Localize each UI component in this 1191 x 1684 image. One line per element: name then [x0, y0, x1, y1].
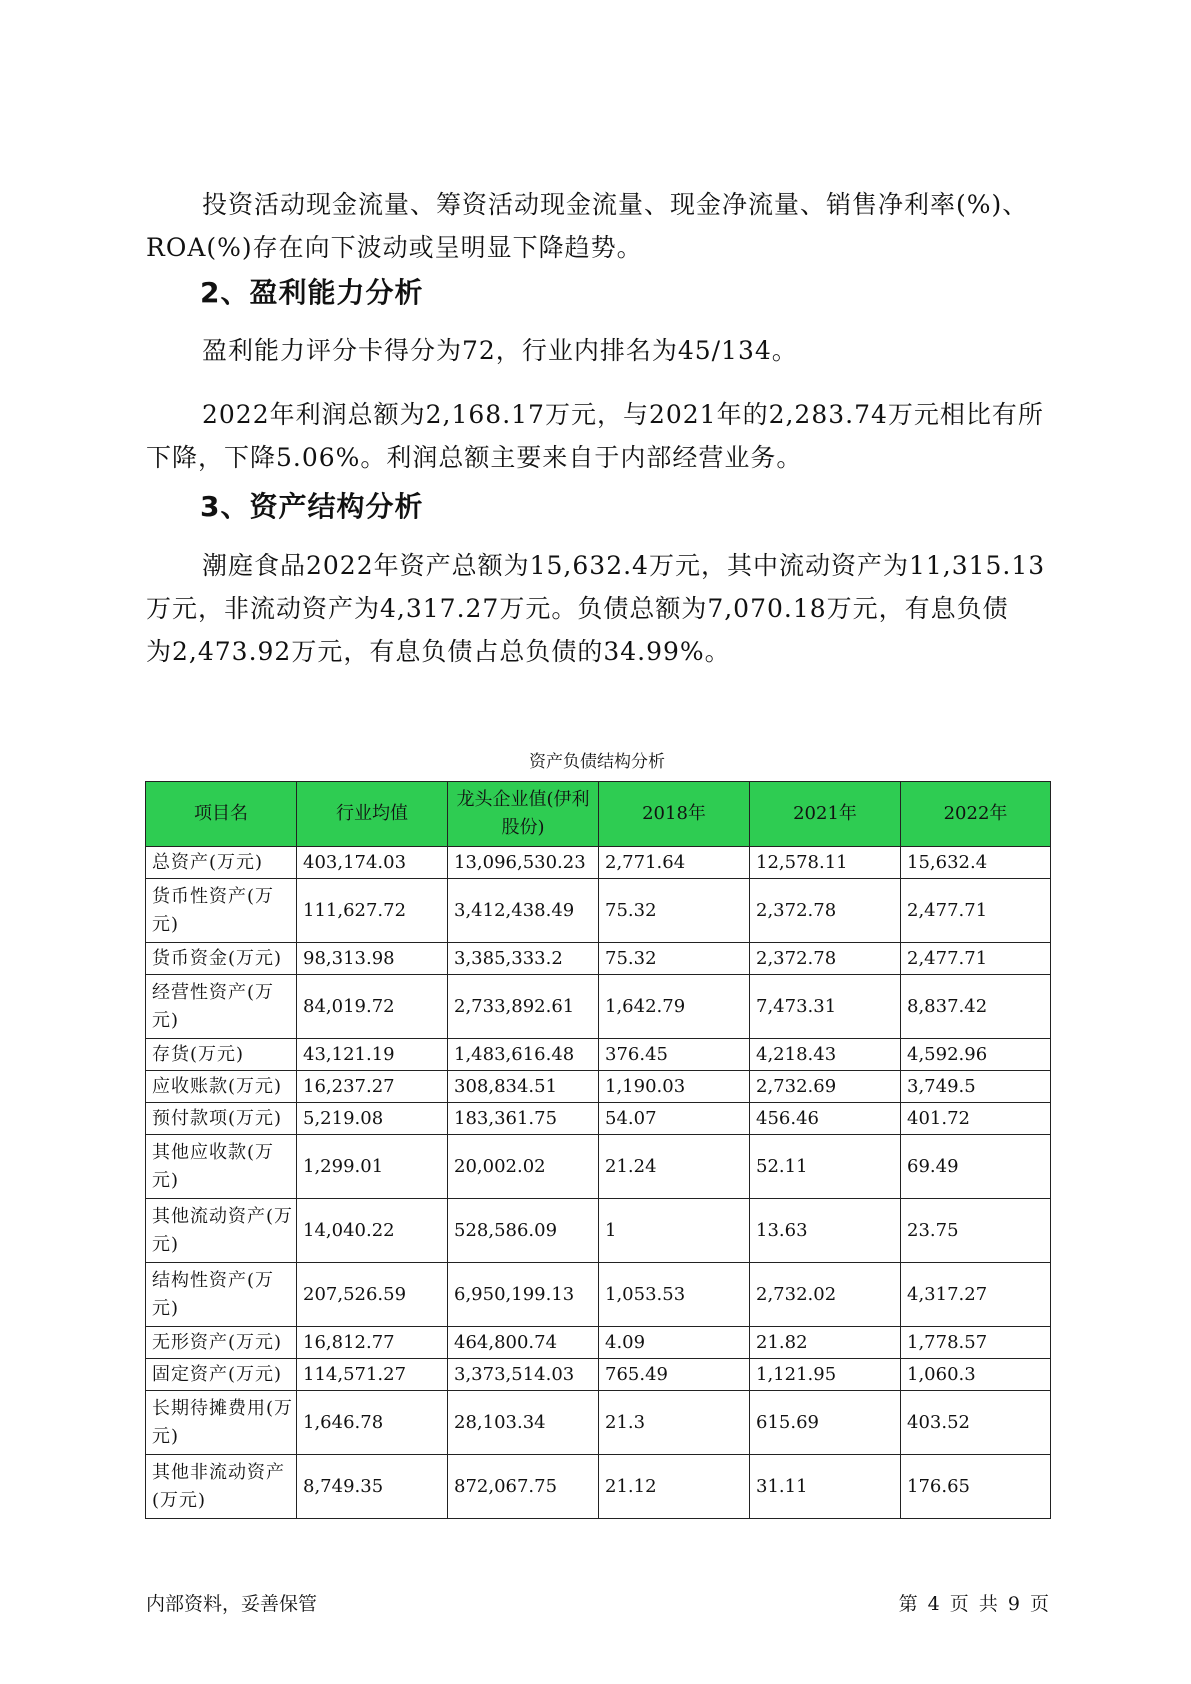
column-header: 项目名	[146, 782, 297, 847]
table-cell: 预付款项(万元)	[146, 1103, 297, 1135]
table-cell: 21.82	[750, 1327, 901, 1359]
footer-page-number: 第 4 页 共 9 页	[898, 1593, 1049, 1615]
table-cell: 3,385,333.2	[448, 943, 599, 975]
table-cell: 13.63	[750, 1199, 901, 1263]
table-cell: 1,646.78	[297, 1391, 448, 1455]
table-cell: 2,771.64	[599, 847, 750, 879]
paragraph-cashflow-trend	[146, 183, 1046, 269]
table-cell: 183,361.75	[448, 1103, 599, 1135]
table-cell: 207,526.59	[297, 1263, 448, 1327]
table-cell: 15,632.4	[901, 847, 1051, 879]
table-cell: 长期待摊费用(万元)	[146, 1391, 297, 1455]
table-row	[146, 975, 1051, 1039]
table-cell: 1,121.95	[750, 1359, 901, 1391]
table-cell: 21.12	[599, 1455, 750, 1519]
table-cell: 2,372.78	[750, 943, 901, 975]
table-cell: 401.72	[901, 1103, 1051, 1135]
table-row	[146, 1135, 1051, 1199]
table-row	[146, 943, 1051, 975]
table-row	[146, 1039, 1051, 1071]
table-cell: 528,586.09	[448, 1199, 599, 1263]
table-row	[146, 1199, 1051, 1263]
column-header: 2021年	[750, 782, 901, 847]
table-cell: 20,002.02	[448, 1135, 599, 1199]
paragraph-line: 盈利能力评分卡得分为72，行业内排名为45/134。	[202, 336, 798, 365]
table-cell: 应收账款(万元)	[146, 1071, 297, 1103]
column-header: 2022年	[901, 782, 1051, 847]
table-cell: 2,732.02	[750, 1263, 901, 1327]
table-cell: 1,299.01	[297, 1135, 448, 1199]
table-row	[146, 1455, 1051, 1519]
paragraph-score	[146, 329, 1046, 372]
table-cell: 456.46	[750, 1103, 901, 1135]
table-cell: 经营性资产(万元)	[146, 975, 297, 1039]
table-row	[146, 1103, 1051, 1135]
table-cell: 69.49	[901, 1135, 1051, 1199]
paragraph-line: 万元，非流动资产为4,317.27万元。负债总额为7,070.18万元，有息负债	[146, 594, 1009, 623]
table-row	[146, 1327, 1051, 1359]
balance-structure-table	[145, 781, 1051, 1519]
table-cell: 12,578.11	[750, 847, 901, 879]
table-cell: 5,219.08	[297, 1103, 448, 1135]
paragraph-line: 为2,473.92万元，有息负债占总负债的34.99%。	[146, 637, 731, 666]
table-cell: 1,190.03	[599, 1071, 750, 1103]
table-cell: 98,313.98	[297, 943, 448, 975]
table-cell: 无形资产(万元)	[146, 1327, 297, 1359]
column-header: 行业均值	[297, 782, 448, 847]
table-cell: 1	[599, 1199, 750, 1263]
table-cell: 8,749.35	[297, 1455, 448, 1519]
table-cell: 4.09	[599, 1327, 750, 1359]
paragraph-line: 下降，下降5.06%。利润总额主要来自于内部经营业务。	[146, 443, 803, 472]
table-cell: 403.52	[901, 1391, 1051, 1455]
table-cell: 4,317.27	[901, 1263, 1051, 1327]
table-cell: 21.24	[599, 1135, 750, 1199]
table-cell: 75.32	[599, 943, 750, 975]
table-row	[146, 1391, 1051, 1455]
table-cell: 765.49	[599, 1359, 750, 1391]
table-cell: 14,040.22	[297, 1199, 448, 1263]
table-row	[146, 879, 1051, 943]
table-cell: 2,477.71	[901, 879, 1051, 943]
table-cell: 21.3	[599, 1391, 750, 1455]
table-cell: 4,218.43	[750, 1039, 901, 1071]
table-cell: 其他流动资产(万元)	[146, 1199, 297, 1263]
table-cell: 存货(万元)	[146, 1039, 297, 1071]
table-cell: 其他应收款(万元)	[146, 1135, 297, 1199]
paragraph-line: ROA(%)存在向下波动或呈明显下降趋势。	[146, 233, 643, 262]
table-row	[146, 1071, 1051, 1103]
table-cell: 872,067.75	[448, 1455, 599, 1519]
table-cell: 13,096,530.23	[448, 847, 599, 879]
table-cell: 8,837.42	[901, 975, 1051, 1039]
table-cell: 结构性资产(万元)	[146, 1263, 297, 1327]
table-cell: 31.11	[750, 1455, 901, 1519]
table-cell: 52.11	[750, 1135, 901, 1199]
table-cell: 3,749.5	[901, 1071, 1051, 1103]
paragraph-profit	[146, 393, 1046, 479]
table-cell: 其他非流动资产(万元)	[146, 1455, 297, 1519]
table-cell: 1,060.3	[901, 1359, 1051, 1391]
paragraph-line: 投资活动现金流量、筹资活动现金流量、现金净流量、销售净利率(%)、	[202, 190, 1029, 219]
table-cell: 28,103.34	[448, 1391, 599, 1455]
paragraph-line: 2022年利润总额为2,168.17万元，与2021年的2,283.74万元相比有所	[202, 400, 1044, 429]
table-cell: 2,477.71	[901, 943, 1051, 975]
table-cell: 376.45	[599, 1039, 750, 1071]
table-cell: 总资产(万元)	[146, 847, 297, 879]
table-cell: 2,372.78	[750, 879, 901, 943]
table-cell: 1,642.79	[599, 975, 750, 1039]
table-cell: 1,483,616.48	[448, 1039, 599, 1071]
table-row	[146, 847, 1051, 879]
table-cell: 2,733,892.61	[448, 975, 599, 1039]
table-cell: 54.07	[599, 1103, 750, 1135]
table-cell: 1,053.53	[599, 1263, 750, 1327]
table-cell: 货币性资产(万元)	[146, 879, 297, 943]
table-cell: 43,121.19	[297, 1039, 448, 1071]
table-cell: 176.65	[901, 1455, 1051, 1519]
table-cell: 1,778.57	[901, 1327, 1051, 1359]
table-cell: 615.69	[750, 1391, 901, 1455]
table-cell: 16,237.27	[297, 1071, 448, 1103]
table-cell: 16,812.77	[297, 1327, 448, 1359]
table-cell: 固定资产(万元)	[146, 1359, 297, 1391]
table-row	[146, 1359, 1051, 1391]
table-cell: 23.75	[901, 1199, 1051, 1263]
table-cell: 3,412,438.49	[448, 879, 599, 943]
column-header: 龙头企业值(伊利股份)	[448, 782, 599, 847]
table-cell: 2,732.69	[750, 1071, 901, 1103]
table-cell: 3,373,514.03	[448, 1359, 599, 1391]
table-cell: 84,019.72	[297, 975, 448, 1039]
table-row	[146, 1263, 1051, 1327]
table-cell: 货币资金(万元)	[146, 943, 297, 975]
table-cell: 464,800.74	[448, 1327, 599, 1359]
table-cell: 6,950,199.13	[448, 1263, 599, 1327]
table-cell: 7,473.31	[750, 975, 901, 1039]
footer-confidential-note: 内部资料，妥善保管	[146, 1593, 318, 1615]
section-heading-asset-structure: 3、资产结构分析	[200, 490, 424, 523]
paragraph-line: 潮庭食品2022年资产总额为15,632.4万元，其中流动资产为11,315.13	[202, 551, 1046, 580]
table-cell: 4,592.96	[901, 1039, 1051, 1071]
column-header: 2018年	[599, 782, 750, 847]
table-caption: 资产负债结构分析	[529, 752, 665, 772]
table-cell: 114,571.27	[297, 1359, 448, 1391]
table-header-row	[146, 782, 1051, 847]
section-heading-profitability: 2、盈利能力分析	[200, 276, 424, 309]
table-cell: 403,174.03	[297, 847, 448, 879]
table-cell: 75.32	[599, 879, 750, 943]
table-cell: 308,834.51	[448, 1071, 599, 1103]
table-cell: 111,627.72	[297, 879, 448, 943]
paragraph-assets	[146, 544, 1046, 673]
